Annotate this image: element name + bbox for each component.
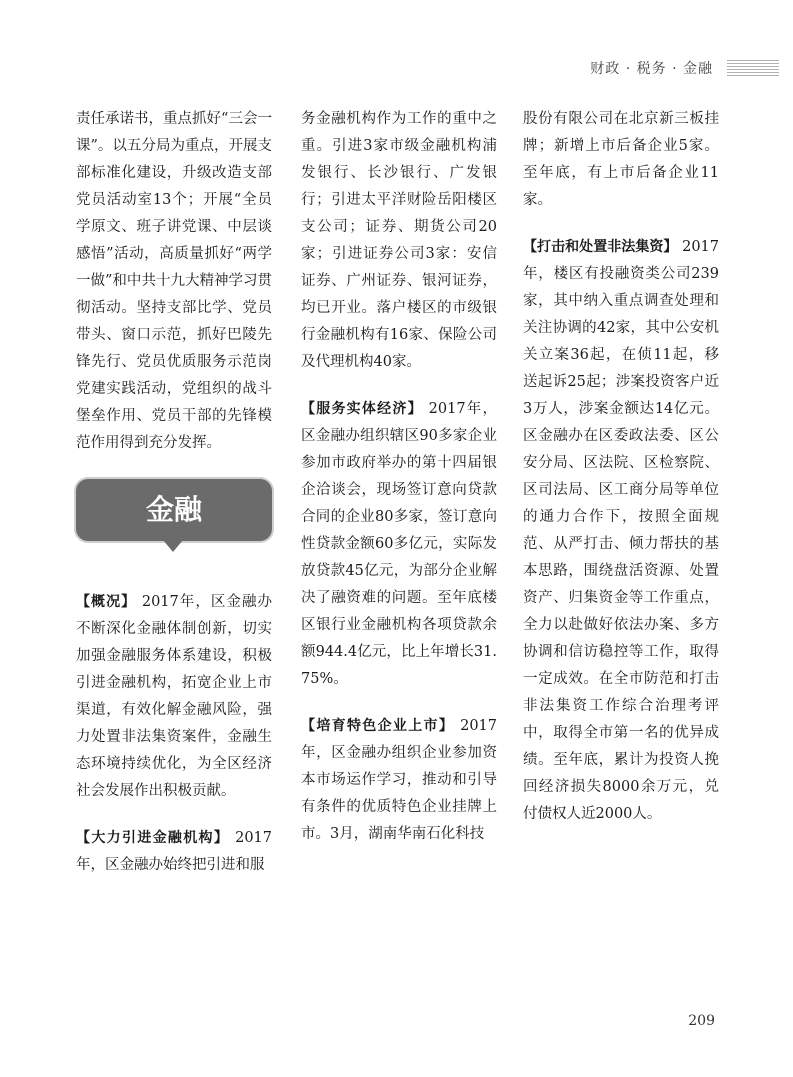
column-1 [76, 106, 272, 899]
paragraph-text: 2017年，楼区有投融资类公司239家，其中纳入重点调查处理和关注协调的42家，其中公安机关立案36起，在侦11起，移送起诉25起；涉案投资客户近3万人，涉案金额达14亿元。区金融办在区委政法委、区公安分局、区法院、区检察院、区司法局、区工商分局等单位的通力合作下，按照全面规范、从严打击、倾力帮扶的基本思路，围绕盘活资源、处置资产、归集资金等工作重点，全力以赴做好依法办案、多方协调和信访稳控等工作，取得一定成效。在全市防范和打击非法集资工作综合治理考评中，取得全市第一名的优异成绩。至年底，累计为投资人挽回经济损失8000余万元，兑付债权人近2000人。 [523, 239, 720, 822]
column-2 [301, 106, 497, 868]
section-banner [76, 479, 272, 541]
column-3 [523, 106, 719, 848]
paragraph: 务金融机构作为工作的重中之重。引进3家市级金融机构浦发银行、长沙银行、广发银行；引进太平洋财险岳阳楼区支公司；证券、期货公司20家；引进证券公司3家：安信证券、广州证券、银河证券，均已开业。落户楼区的市级银行金融机构有16家、保险公司及代理机构40家。 [301, 111, 497, 370]
paragraph [523, 234, 719, 828]
subsection-heading: 【大力引进金融机构】 [76, 830, 230, 846]
banner-title: 金融 [145, 493, 202, 526]
paragraph-text: 2017年，区金融办组织企业参加资本市场运作学习，推动和引导有条件的优质特色企业挂牌上市。3月，湖南华南石化科技 [301, 718, 497, 842]
subsection-heading: 【概况】 [76, 594, 137, 610]
paragraph-text: 2017年，区金融办始终把引进和服 [76, 830, 272, 873]
header-decoration [727, 60, 779, 78]
paragraph-text: 2017年，区金融办不断深化金融体制创新，切实加强金融服务体系建设，积极引进金融机构，拓宽企业上市渠道，有效化解金融风险，强力处置非法集资案件，金融生态环境持续优化，为全区经济社会发展作出积极贡献。 [76, 594, 273, 799]
paragraph [76, 589, 272, 805]
paragraph [76, 825, 272, 879]
paragraph [301, 396, 497, 693]
paragraph: 责任承诺书，重点抓好“三会一课”。以五分局为重点，开展支部标准化建设，升级改造支部党员活动室13个；开展“全员学原文、班子讲党课、中层谈感悟”活动，高质量抓好“两学一做”和中共十九大精神学习贯彻活动。坚持支部比学、党员带头、窗口示范，抓好巴陵先锋先行、党员优质服务示范岗党建实践活动，党组织的战斗堡垒作用、党员干部的先锋模范作用得到充分发挥。 [76, 111, 272, 451]
banner-pointer [163, 540, 183, 552]
subsection-heading: 【培育特色企业上市】 [301, 718, 455, 734]
subsection-heading: 【服务实体经济】 [301, 401, 423, 417]
page-number: 209 [688, 1013, 715, 1029]
paragraph-text: 2017年，区金融办组织辖区90多家企业参加市政府举办的第十四届银企洽谈会，现场签订意向贷款合同的企业80多家，签订意向性贷款金额60多亿元，实际发放贷款45亿元，为部分企业解决了融资难的问题。至年底楼区银行业金融机构各项贷款余额944.4亿元，比上年增长31.75%。 [301, 401, 498, 687]
paragraph [301, 713, 497, 848]
paragraph: 股份有限公司在北京新三板挂牌；新增上市后备企业5家。至年底，有上市后备企业11家。 [523, 111, 719, 208]
subsection-heading: 【打击和处置非法集资】 [523, 239, 678, 255]
section-title: 财政 · 税务 · 金融 [590, 61, 713, 77]
